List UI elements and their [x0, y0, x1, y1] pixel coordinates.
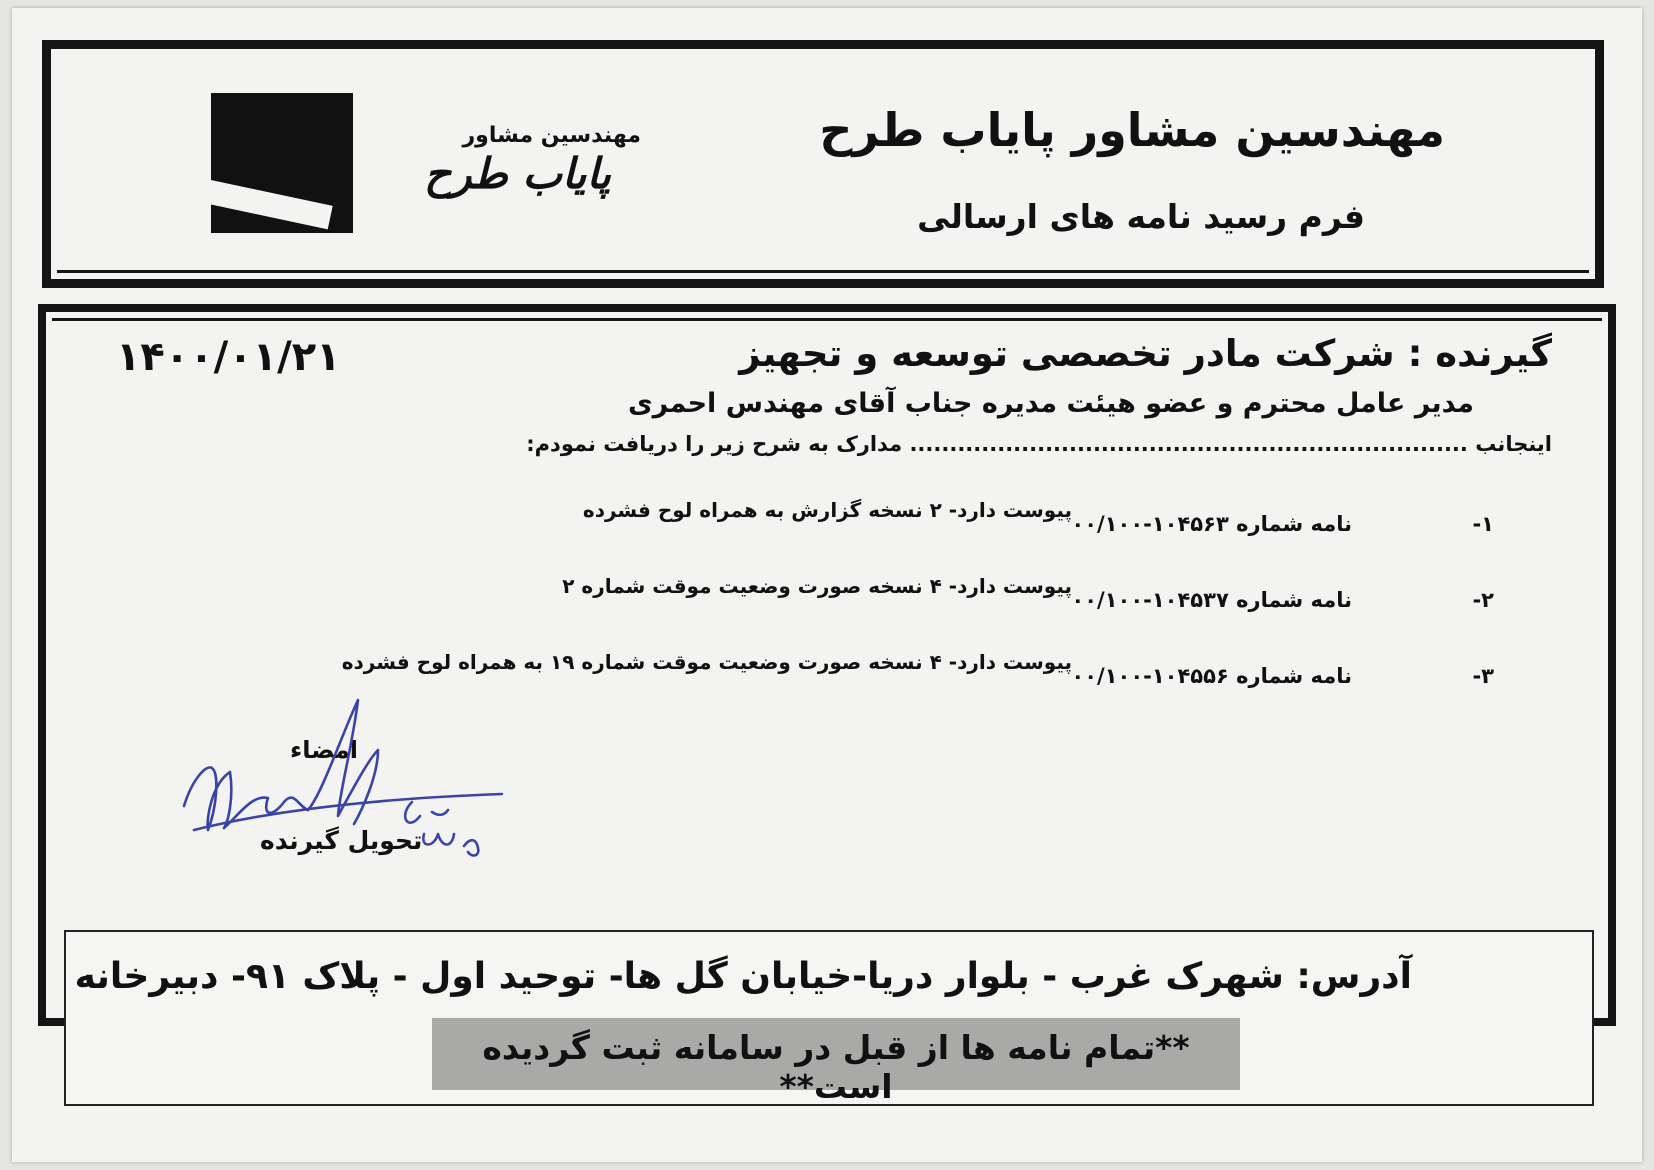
signature-label: امضاء — [290, 736, 359, 764]
office-address: آدرس: شهرک غرب - بلوار دریا-خیابان گل ها- توحید اول - پلاک ۹۱- دبیرخانه — [74, 956, 1412, 997]
receiver-label: تحویل گیرنده — [260, 826, 423, 855]
handwritten-signature — [172, 698, 532, 898]
item-letter-number: نامه شماره ۱۰۴۵۶۳-۰۰/۱۰۰ — [1071, 512, 1352, 536]
item-attachment: پیوست دارد- ۲ نسخه گزارش به همراه لوح فشرده — [582, 498, 1072, 522]
recipient-line: گیرنده : شرکت مادر تخصصی توسعه و تجهیز — [739, 332, 1552, 375]
logo-title: پایاب طرح — [424, 149, 611, 198]
addressee-line: مدیر عامل محترم و عضو هیئت مدیره جناب آقای مهندس احمری — [627, 388, 1474, 419]
receipt-intro: اینجانب ...................................................................... مدارک به شرح زیر را دریافت نمودم: — [526, 432, 1552, 456]
item-attachment: پیوست دارد- ۴ نسخه صورت وضعیت موقت شماره ۱۹ به همراه لوح فشرده — [341, 650, 1072, 674]
registered-note: **تمام نامه ها از قبل در سامانه ثبت گردیده است** — [482, 1028, 1190, 1106]
header-frame — [42, 40, 1604, 288]
item-letter-number: نامه شماره ۱۰۴۵۳۷-۰۰/۱۰۰ — [1071, 588, 1352, 612]
item-index: ۳- — [1472, 664, 1494, 688]
logo-subtitle: مهندسین مشاور — [462, 123, 641, 148]
item-letter-number: نامه شماره ۱۰۴۵۵۶-۰۰/۱۰۰ — [1071, 664, 1352, 688]
letter-date: ۱۴۰۰/۰۱/۲۱ — [116, 334, 341, 380]
item-index: ۱- — [1472, 512, 1494, 536]
company-logo-mark — [211, 93, 353, 233]
form-title: فرم رسید نامه های ارسالی — [917, 197, 1365, 236]
item-index: ۲- — [1472, 588, 1494, 612]
item-attachment: پیوست دارد- ۴ نسخه صورت وضعیت موقت شماره ۲ — [562, 574, 1072, 598]
logo-stripe — [211, 179, 333, 229]
company-title: مهندسین مشاور پایاب طرح — [819, 103, 1445, 157]
receipt-form-sheet — [12, 8, 1642, 1162]
